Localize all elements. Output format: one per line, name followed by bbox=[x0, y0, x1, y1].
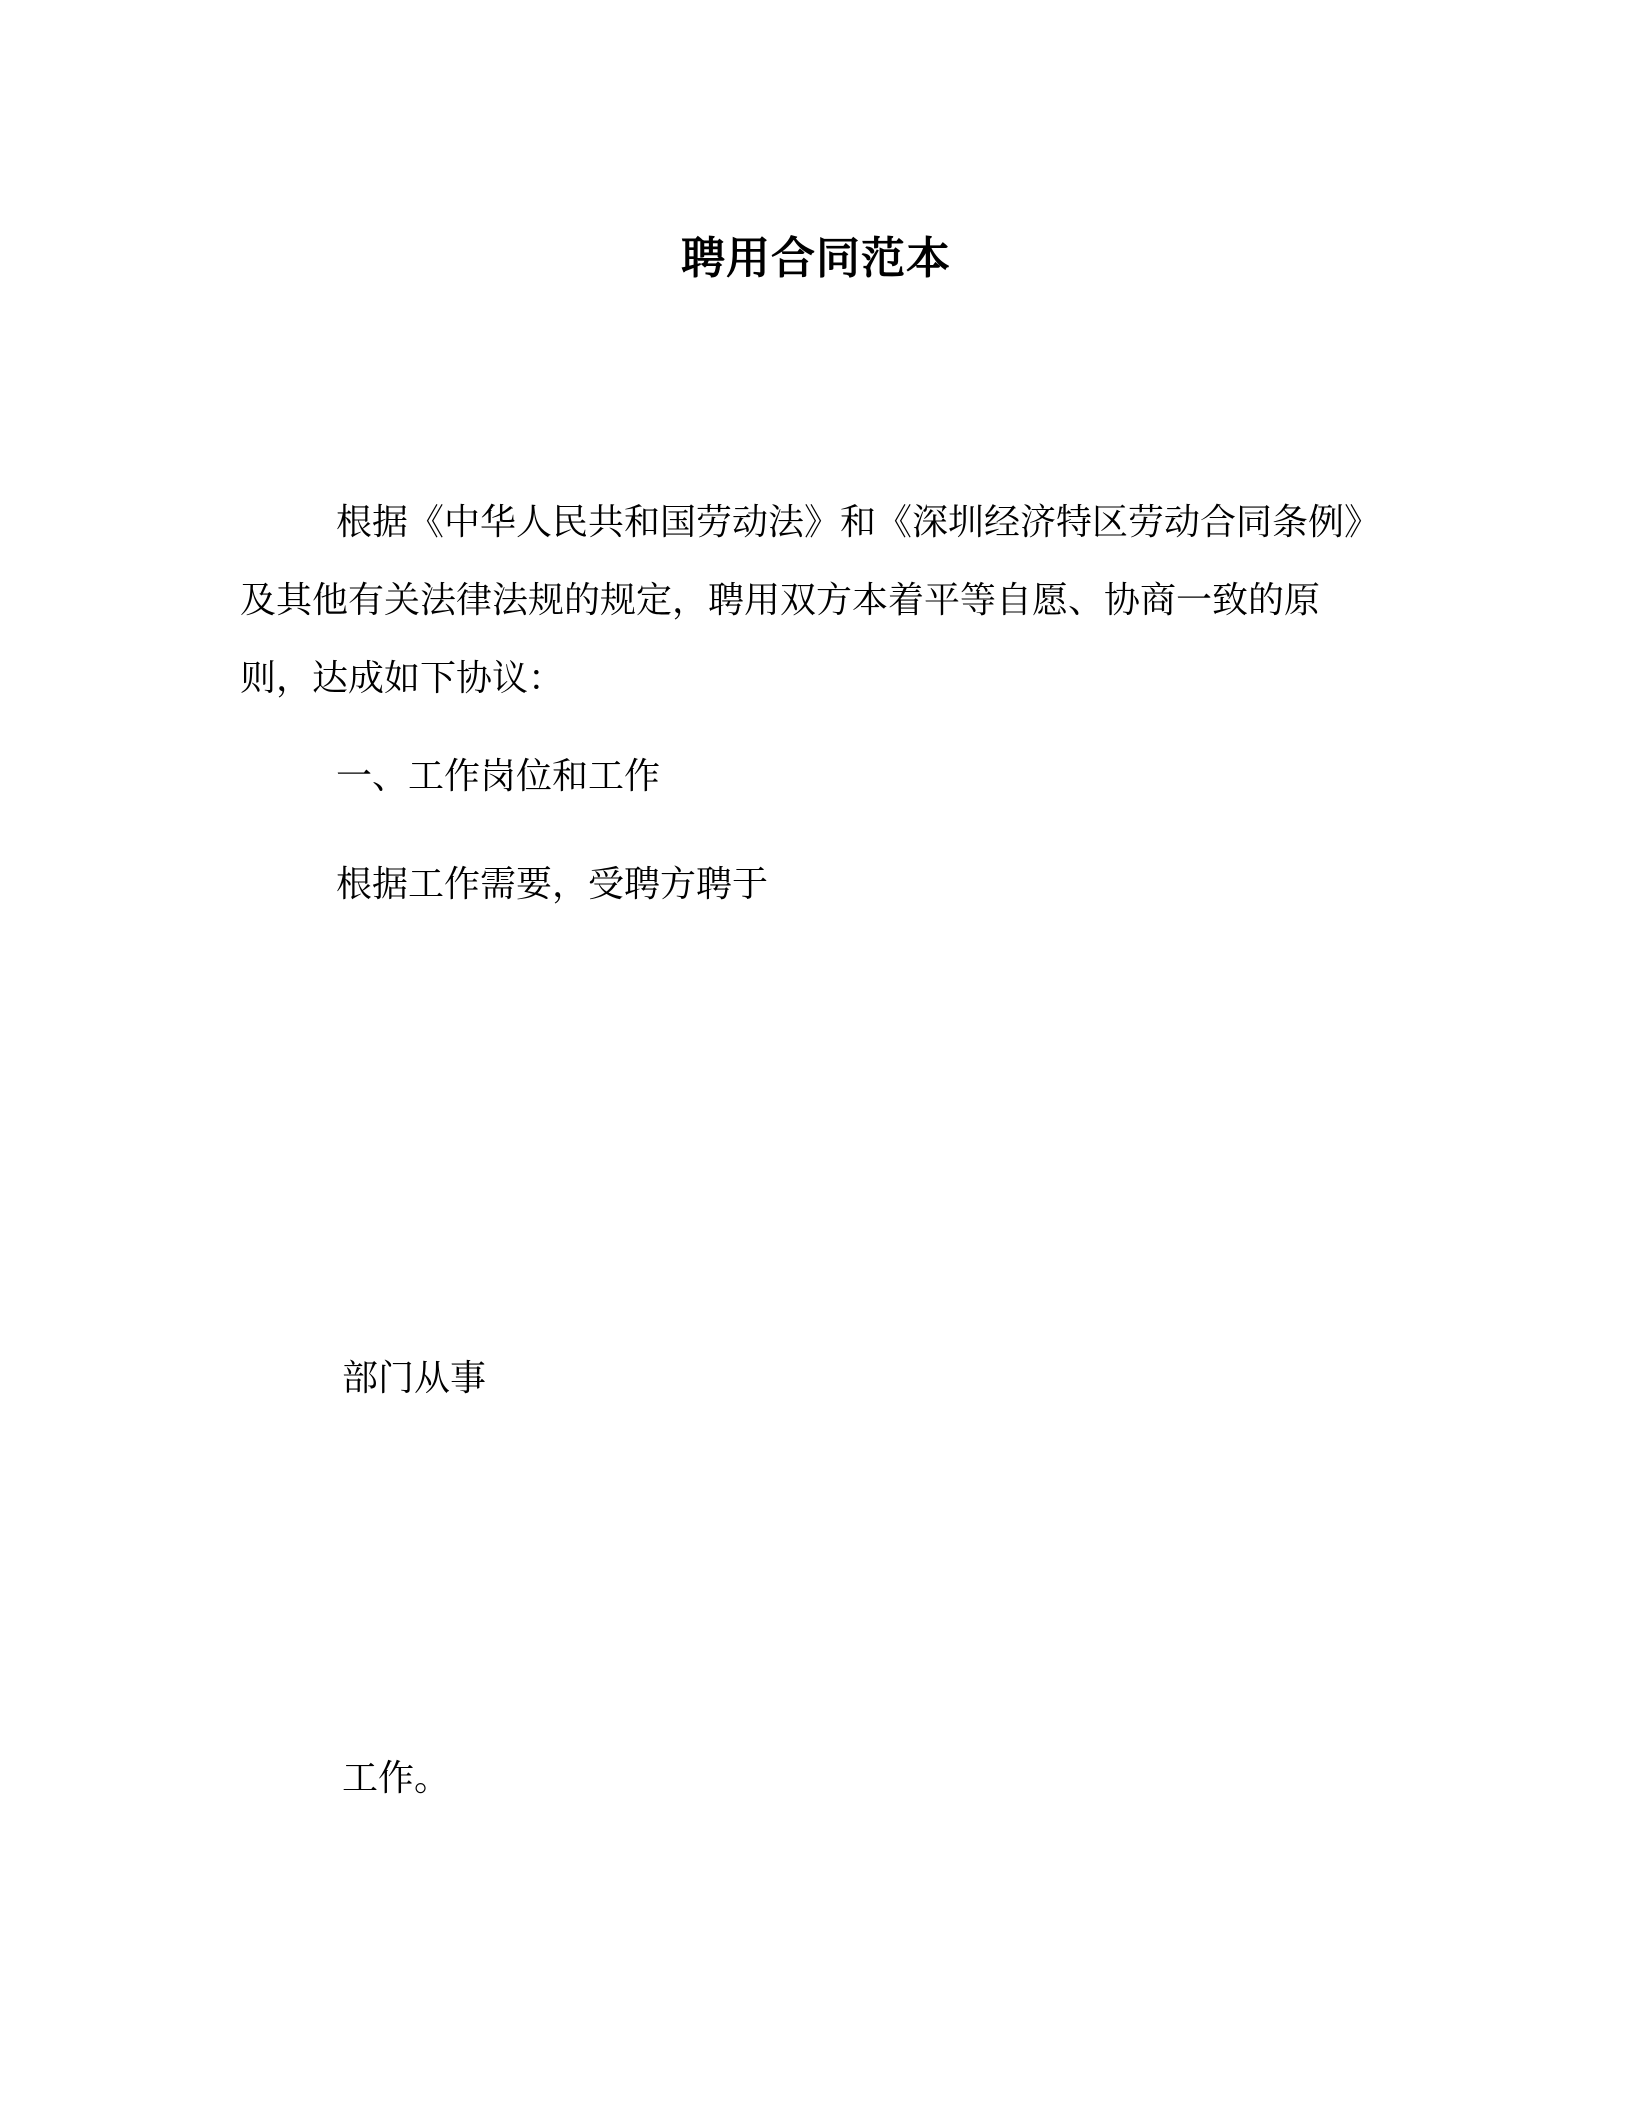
intro-line-3: 则，达成如下协议： bbox=[240, 658, 565, 699]
intro-line-1: 根据《中华人民共和国劳动法》和《深圳经济特区劳动合同条例》 bbox=[336, 502, 1381, 543]
department-line: 部门从事 bbox=[342, 1358, 487, 1399]
intro-line-2: 及其他有关法律法规的规定，聘用双方本着平等自愿、协商一致的原 bbox=[240, 580, 1321, 621]
document-title: 聘用合同范本 bbox=[681, 233, 951, 284]
work-line: 工作。 bbox=[342, 1758, 451, 1799]
intro-paragraph bbox=[240, 484, 1420, 718]
assignment-line: 根据工作需要，受聘方聘于 bbox=[336, 864, 769, 905]
section-heading-1: 一、工作岗位和工作 bbox=[336, 756, 661, 797]
